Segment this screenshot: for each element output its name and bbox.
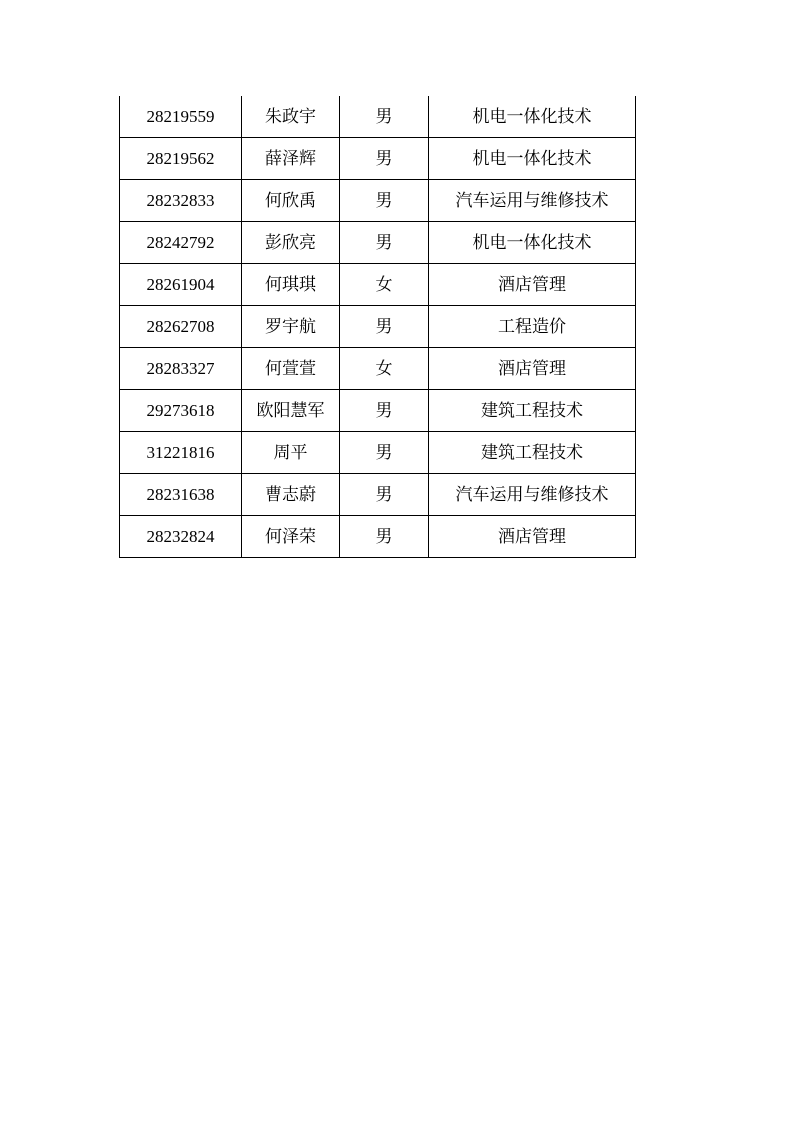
student-name-cell: 何泽荣 [242, 516, 340, 558]
gender-cell: 男 [340, 474, 429, 516]
student-table [119, 96, 636, 558]
student-id-cell: 28262708 [120, 306, 242, 348]
student-id-cell: 28283327 [120, 348, 242, 390]
table-row [120, 138, 636, 180]
student-name-cell: 周平 [242, 432, 340, 474]
gender-cell: 女 [340, 264, 429, 306]
gender-cell: 男 [340, 516, 429, 558]
gender-cell: 男 [340, 222, 429, 264]
major-cell: 酒店管理 [429, 348, 636, 390]
table-row [120, 96, 636, 138]
table-row [120, 516, 636, 558]
gender-cell: 男 [340, 306, 429, 348]
table-row [120, 390, 636, 432]
major-cell: 工程造价 [429, 306, 636, 348]
gender-cell: 男 [340, 180, 429, 222]
student-name-cell: 曹志蔚 [242, 474, 340, 516]
major-cell: 建筑工程技术 [429, 390, 636, 432]
table-row [120, 222, 636, 264]
major-cell: 机电一体化技术 [429, 138, 636, 180]
major-cell: 建筑工程技术 [429, 432, 636, 474]
table-row [120, 348, 636, 390]
student-id-cell: 28261904 [120, 264, 242, 306]
student-name-cell: 何琪琪 [242, 264, 340, 306]
major-cell: 酒店管理 [429, 516, 636, 558]
student-name-cell: 朱政宇 [242, 96, 340, 138]
major-cell: 汽车运用与维修技术 [429, 180, 636, 222]
table-row [120, 474, 636, 516]
student-name-cell: 欧阳慧军 [242, 390, 340, 432]
student-id-cell: 28219562 [120, 138, 242, 180]
major-cell: 汽车运用与维修技术 [429, 474, 636, 516]
gender-cell: 男 [340, 96, 429, 138]
student-id-cell: 28232824 [120, 516, 242, 558]
gender-cell: 女 [340, 348, 429, 390]
major-cell: 机电一体化技术 [429, 96, 636, 138]
major-cell: 机电一体化技术 [429, 222, 636, 264]
student-id-cell: 28242792 [120, 222, 242, 264]
student-id-cell: 29273618 [120, 390, 242, 432]
major-cell: 酒店管理 [429, 264, 636, 306]
student-id-cell: 31221816 [120, 432, 242, 474]
gender-cell: 男 [340, 138, 429, 180]
student-name-cell: 罗宇航 [242, 306, 340, 348]
student-name-cell: 薛泽辉 [242, 138, 340, 180]
student-id-cell: 28231638 [120, 474, 242, 516]
table-row [120, 264, 636, 306]
student-id-cell: 28219559 [120, 96, 242, 138]
student-name-cell: 何萱萱 [242, 348, 340, 390]
table-row [120, 180, 636, 222]
student-name-cell: 何欣禹 [242, 180, 340, 222]
gender-cell: 男 [340, 432, 429, 474]
student-name-cell: 彭欣亮 [242, 222, 340, 264]
gender-cell: 男 [340, 390, 429, 432]
table-row [120, 432, 636, 474]
student-id-cell: 28232833 [120, 180, 242, 222]
table-row [120, 306, 636, 348]
